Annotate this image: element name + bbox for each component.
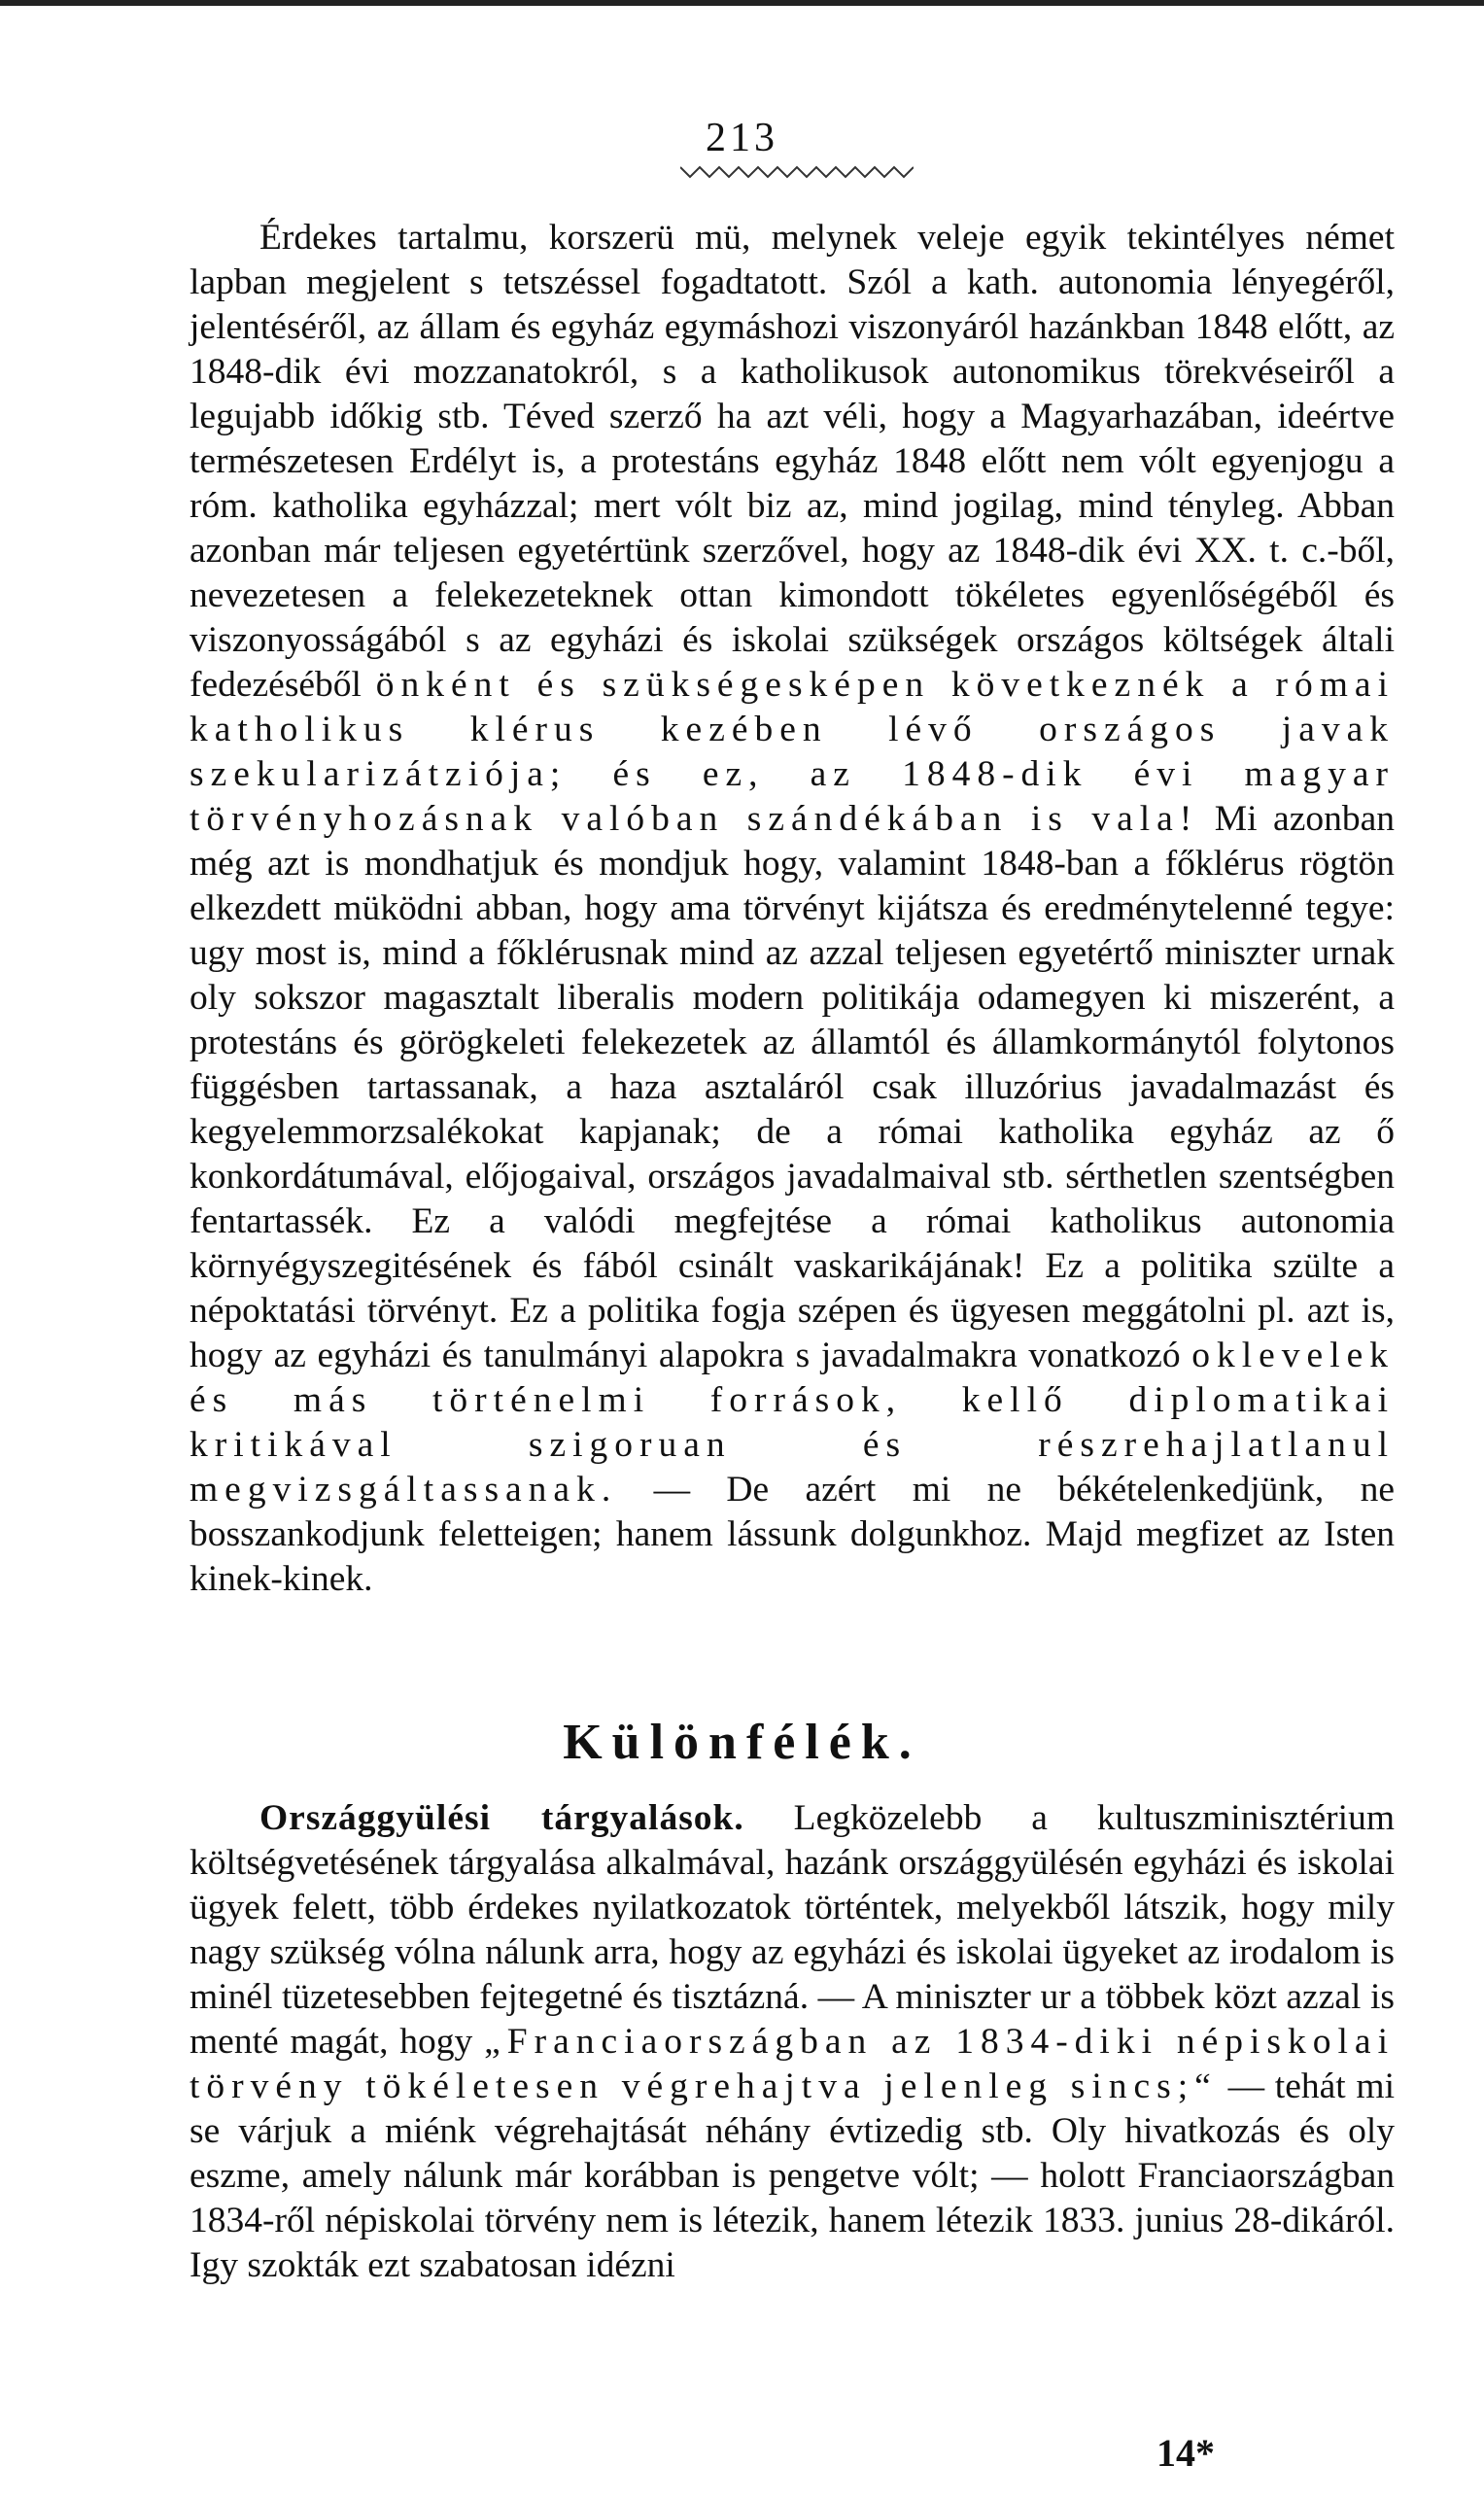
article1-closing: — De azért mi ne békételenkedjünk, ne bosszankodjunk feletteigen; hanem lássunk dolgunkhoz. Majd megfizet az Isten kinek-kinek. xyxy=(190,1470,1395,1599)
article1-spaced-emphasis1: önként és szükségesképen következnék a római katholikus klérus kezében lévő országos javak szekularizátziója; és ez, az 1848-dik évi magyar törvényhozásnak valóban szándékában is vala! xyxy=(190,665,1395,839)
article1-sentence3: Mi azonban még azt is mondhatjuk és mondjuk hogy, valamint 1848-ban a főklérus rögtön elkezdett müködni abban, hogy ama törvényt kijátsza és eredménytelenné tegye: ugy most is, mind a főklérusnak mind az azzal teljesen egyetértő miniszter urnak oly sokszor magasztalt liberalis modern politikája odamegyen ki miszerént, a protestáns és görögkeleti felekezetek az államtól és államkormánytól folytonos függésben tartassanak, a haza asztaláról csak illuzórius javadalmazást és kegyelemmorzsalékokat kapjanak; de a római katholika egyház az ő konkordátumával, előjogaival, országos javadalmaival stb. sérthetlen szentségben fentartassék. Ez a valódi megfejtése a római katholikus autonomia környégyszegitésének és fából csinált vaskarikájának! Ez a politika szülte a népoktatási törvényt. Ez a politika fogja szépen és ügyesen meggátolni pl. azt is, hogy az egyházi és tanulmányi alapokra s javadalmakra vonatkozó xyxy=(190,799,1395,1375)
ornament-squiggle-icon xyxy=(680,163,914,181)
article2-sentence1: Legközelebb a kultuszminisztérium költségvetésének tárgyalása alkalmával, hazánk országgyülésén egyházi és iskolai ügyek felett, több érdekes nyilatkozatok történtek, melyekből látszik, hogy mily nagy szükség vólna nálunk arra, hogy az egyházi és iskolai ügyeket az irodalom is minél tüzetesebben fejtegetné és tisztázná. — A miniszter ur a többek közt azzal is menté magát, hogy xyxy=(190,1798,1395,2062)
article2-spaced-quote: „Franciaországban az 1834-diki népiskolai törvény tökéletesen végrehajtva jelenleg sincs;“ xyxy=(190,2022,1395,2106)
article1-sentence1: Érdekes tartalmu, korszerü mü, melynek veleje egyik tekintélyes német lapban megjelent s tetszéssel fogadtatott. Szól a kath. autonomia lényegéről, jelentéséről, az állam és egyház egymáshozi viszonyáról hazánkban 1848 előtt, az 1848-dik évi mozzanatokról, s a katholikusok autonomikus törekvéseiről a legujabb időkig stb. Téved szerző ha azt véli, hogy a Magyarhazában, ideértve természetesen Erdélyt is, a protestáns egyház 1848 előtt nem vólt egyenjogu a róm. katholika egyházzal; mert vólt biz az, mind jogilag, mind tényleg. Abban azonban már teljesen egyetértünk szerzővel, hogy az 1848-dik évi XX. t. c.-ből, nevezetesen a felekezeteknek ottan kimondott tökéletes egyenlőségéből és viszonyosságából s az egyházi és iskolai szükségek országos költségek általi fedezéséből xyxy=(190,218,1395,705)
page-number: 213 xyxy=(706,116,778,160)
article2-sentence3: — tehát mi se várjuk a miénk végrehajtását néhány évtizedig stb. Oly hivatkozás és oly eszme, amely nálunk már korábban is pengetve vólt; — holott Franciaországban 1834-ről népiskolai törvény nem is létezik, hanem létezik 1833. junius 28-dikáról. Igy szokták ezt szabatosan idézni xyxy=(190,2066,1395,2285)
top-border-rule xyxy=(0,0,1484,6)
section-heading: Különfélék. xyxy=(563,1715,921,1770)
article-autonomy-review xyxy=(190,216,1395,1602)
article2-lead-title: Országgyülési tárgyalások. xyxy=(259,1798,744,1838)
signature-mark: 14* xyxy=(1156,2431,1215,2475)
article1-spaced-emphasis2: oklevelek és más történelmi források, kellő diplomatikai kritikával szigoruan és részrehajlatlanul megvizsgáltassanak. xyxy=(190,1336,1396,1510)
article-parliament-debates xyxy=(190,1796,1395,2288)
